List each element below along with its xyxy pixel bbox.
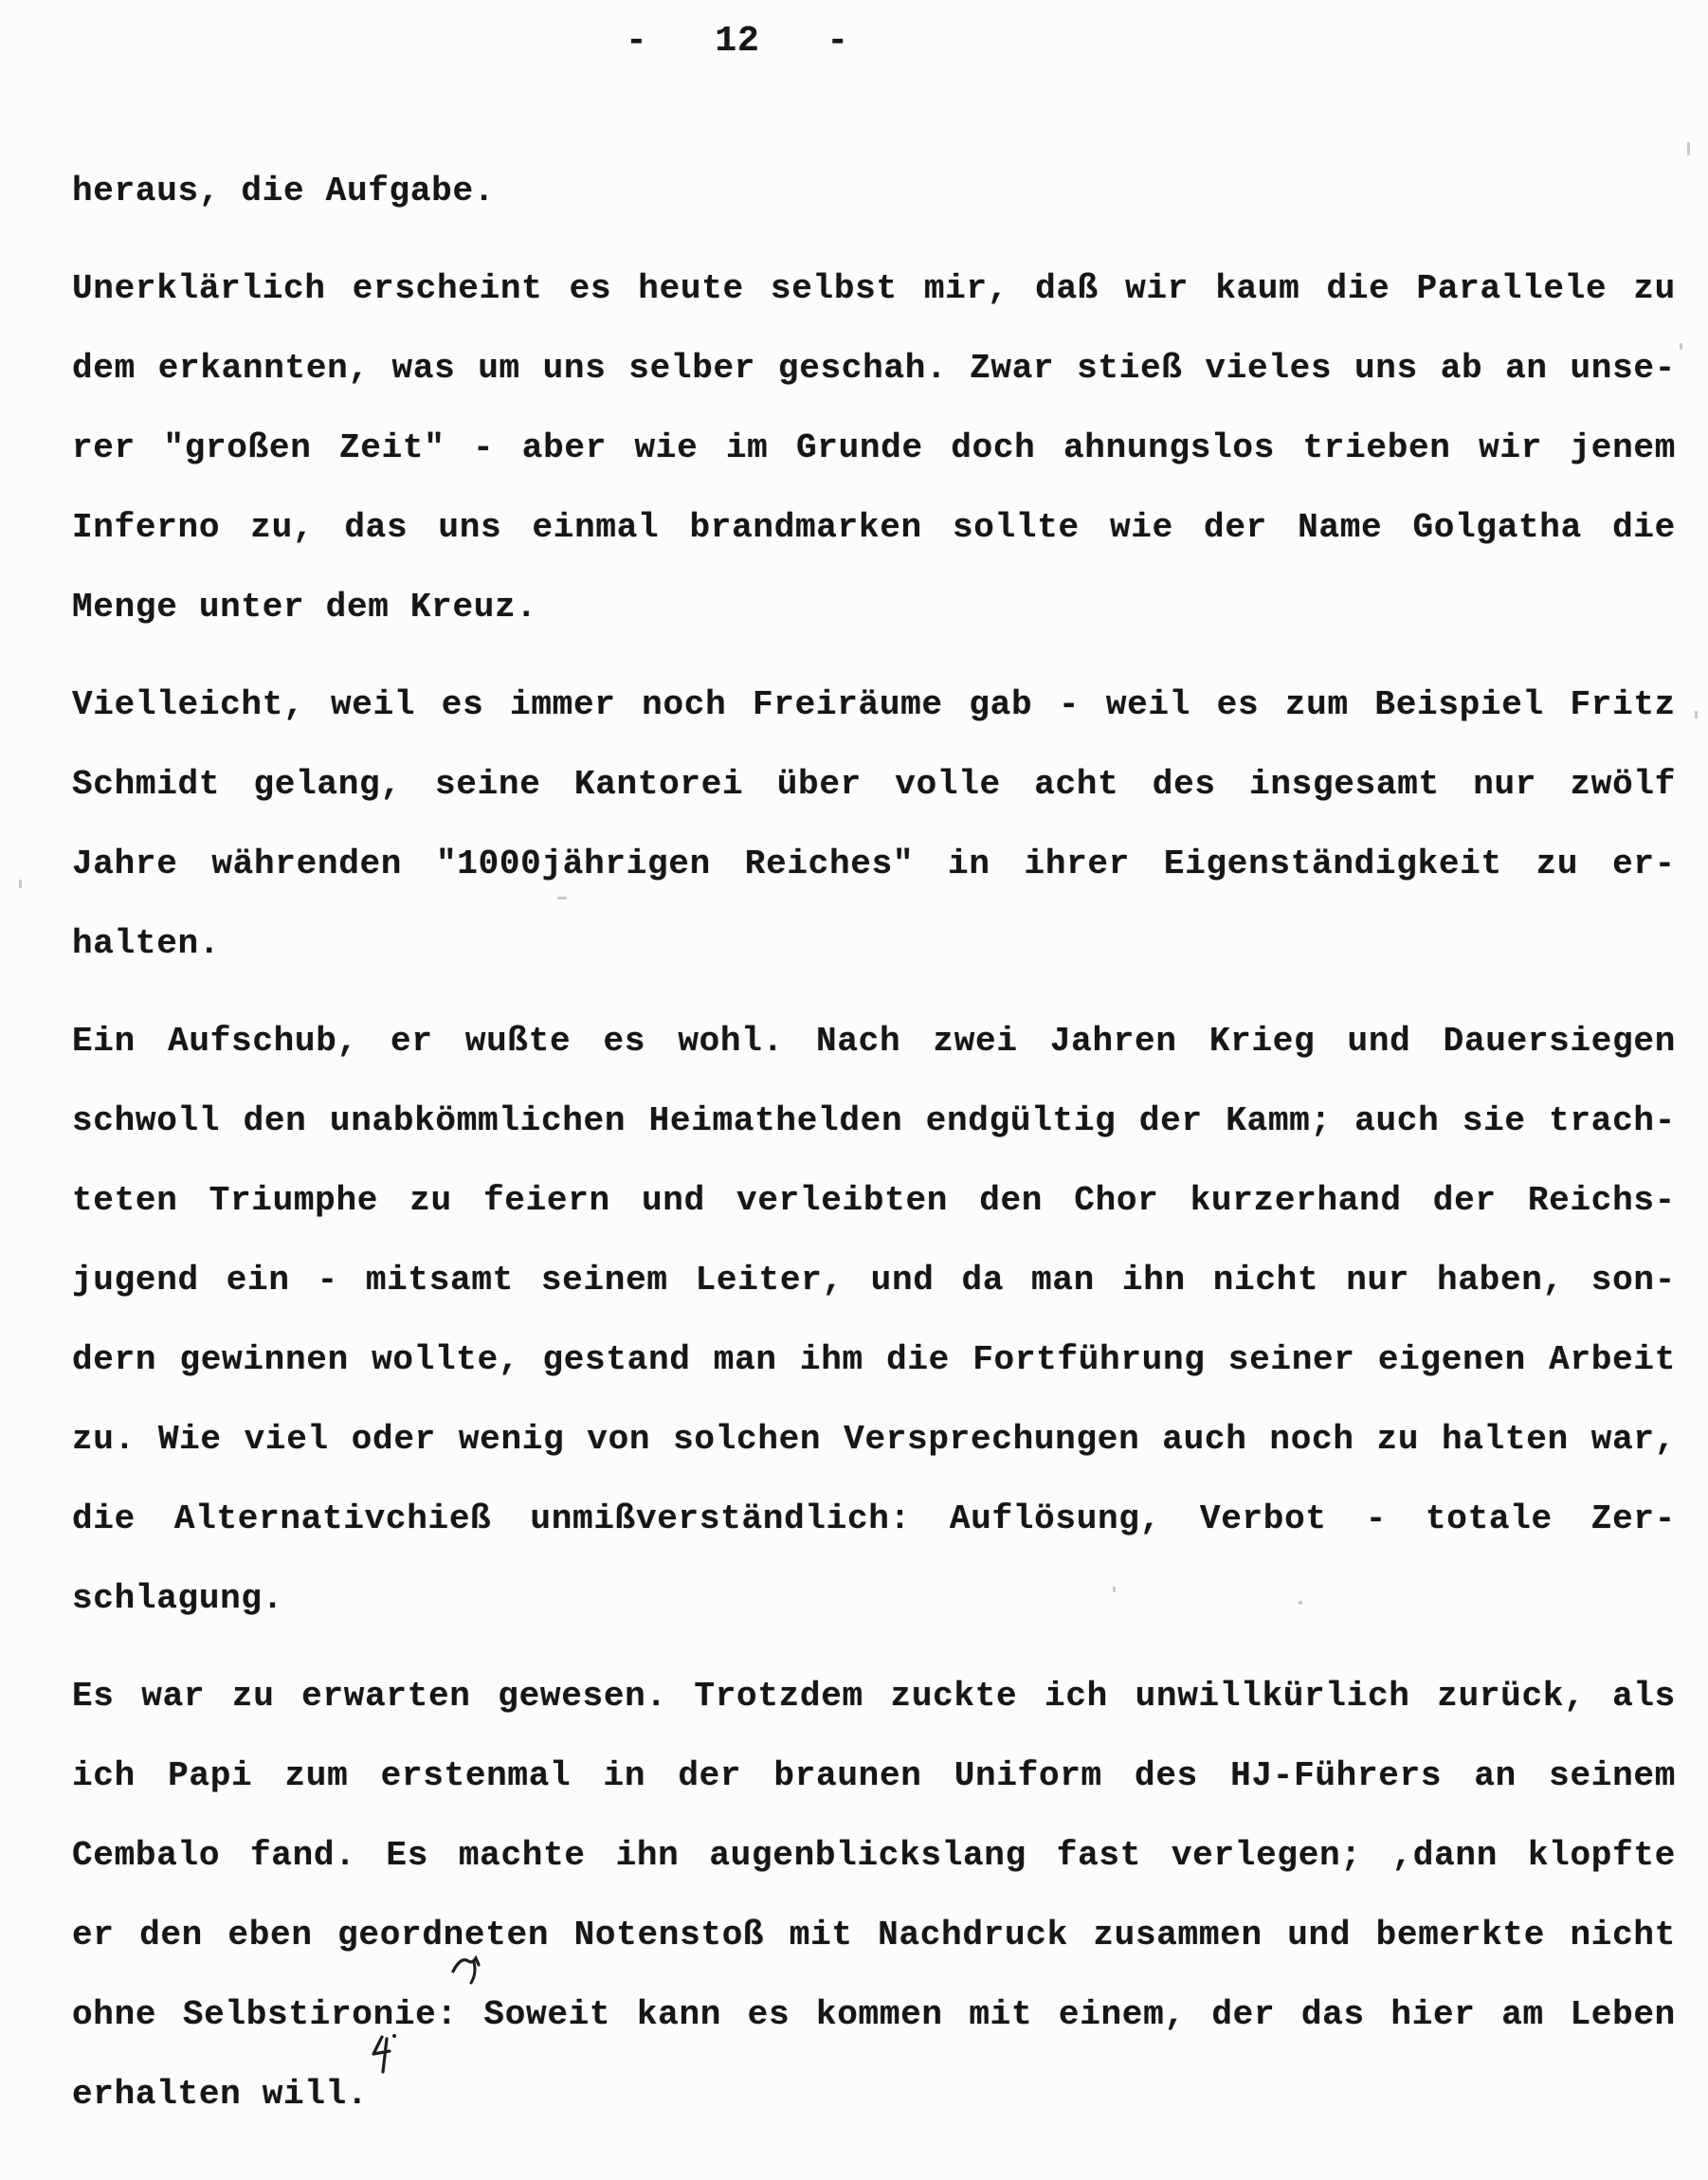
text-line: Inferno zu, das uns einmal brandmarken sollte wie der Name Golgatha die	[72, 508, 1676, 547]
paragraph	[72, 152, 1676, 231]
paragraph	[72, 665, 1676, 984]
text-line: er den eben geordneten Notenstoß mit Nachdruck zusammen und bemerkte nicht	[72, 1916, 1676, 1954]
handwritten-insertion-mark	[451, 1953, 483, 1990]
text-line: die Alternativchieß unmißverständlich: Auflösung, Verbot - totale Zer-	[72, 1499, 1676, 1538]
text-line: rer "großen Zeit" - aber wie im Grunde doch ahnungslos trieben wir jenem	[72, 428, 1676, 467]
text-line: dem erkannten, was um uns selber geschah. Zwar stieß vieles uns ab an unse-	[72, 349, 1676, 388]
text-line: jugend ein - mitsamt seinem Leiter, und da man ihn nicht nur haben, son-	[72, 1261, 1676, 1299]
text-line: schwoll den unabkömmlichen Heimathelden endgültig der Kamm; auch sie trach-	[72, 1101, 1676, 1140]
text-line: ohne Selbstironie: Soweit kann es kommen mit einem, der das hier am Leben	[72, 1995, 1676, 2034]
text-line: schlagung.	[72, 1579, 284, 1618]
text-line: Cembalo fand. Es machte ihn augenblickslang fast verlegen; ,dann klopfte	[72, 1836, 1676, 1875]
text-line: Schmidt gelang, seine Kantorei über volle acht des insgesamt nur zwölf	[72, 765, 1676, 804]
text-line: halten.	[72, 924, 221, 963]
text-line: Ein Aufschub, er wußte es wohl. Nach zwei Jahren Krieg und Dauersiegen	[72, 1022, 1676, 1061]
handwritten-footnote-mark	[370, 2032, 400, 2076]
paragraph	[72, 1657, 1676, 2135]
page-number: - 12 -	[626, 21, 850, 62]
text-line: Vielleicht, weil es immer noch Freiräume gab - weil es zum Beispiel Fritz	[72, 685, 1676, 724]
text-line: dern gewinnen wollte, gestand man ihm die Fortführung seiner eigenen Arbeit	[72, 1340, 1676, 1379]
text-line: erhalten will.	[72, 2075, 369, 2114]
text-line: ich Papi zum erstenmal in der braunen Uniform des HJ-Führers an seinem	[72, 1756, 1676, 1795]
text-line: heraus, die Aufgabe.	[72, 172, 496, 210]
paragraph	[72, 249, 1676, 647]
text-line: zu. Wie viel oder wenig von solchen Versprechungen auch noch zu halten war,	[72, 1420, 1676, 1459]
text-line: Menge unter dem Kreuz.	[72, 588, 537, 627]
text-line: Unerklärlich erscheint es heute selbst mir, daß wir kaum die Parallele zu	[72, 269, 1676, 308]
paragraph	[72, 1002, 1676, 1639]
text-line: Es war zu erwarten gewesen. Trotzdem zuckte ich unwillkürlich zurück, als	[72, 1677, 1676, 1716]
body-text	[72, 152, 1676, 2135]
text-line: Jahre währenden "1000jährigen Reiches" in ihrer Eigenständigkeit zu er-	[72, 845, 1676, 883]
text-line: teten Triumphe zu feiern und verleibten den Chor kurzerhand der Reichs-	[72, 1181, 1676, 1220]
